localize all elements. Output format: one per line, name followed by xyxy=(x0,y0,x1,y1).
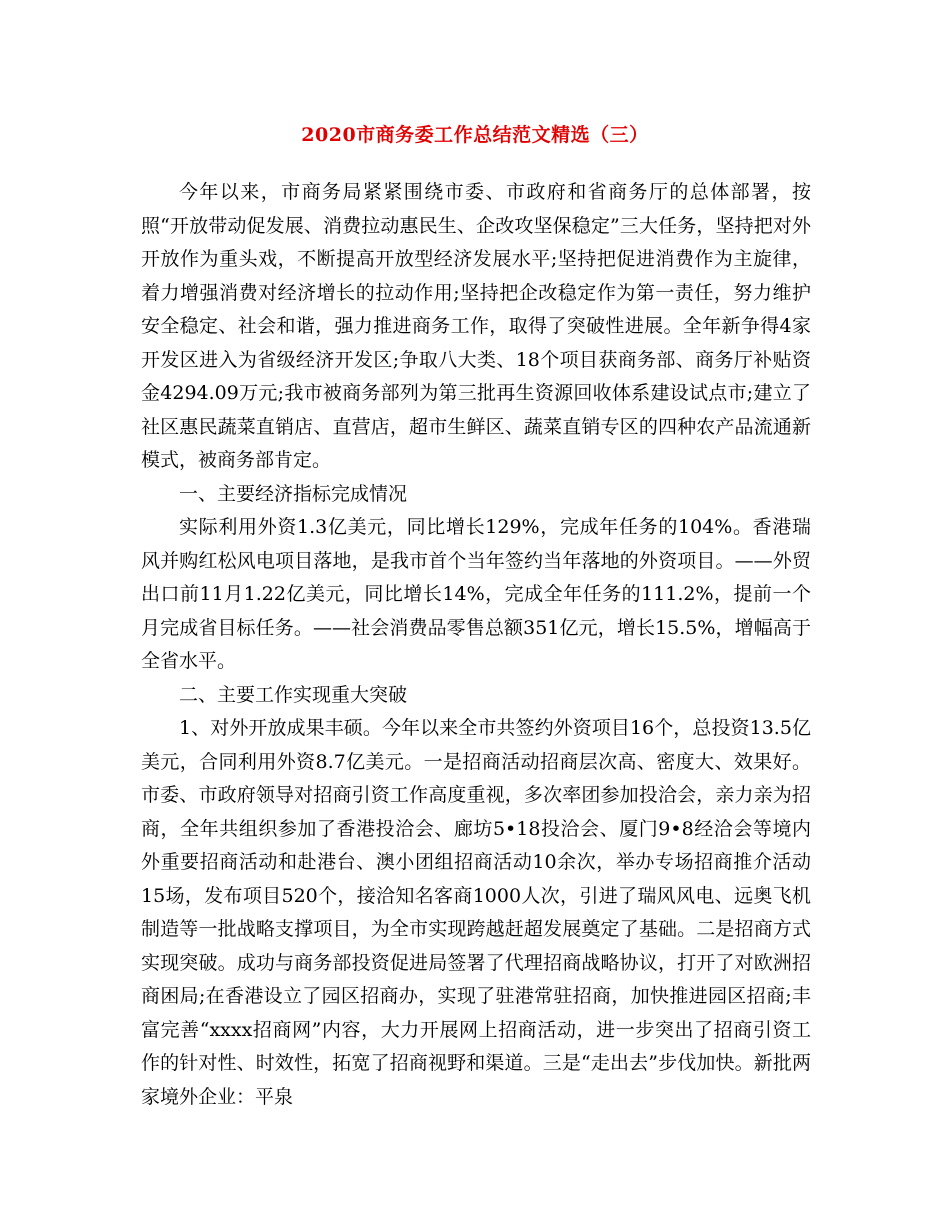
document-title: 2020市商务委工作总结范文精选（三） xyxy=(301,124,649,146)
section-heading-1: 一、主要经济指标完成情况 xyxy=(179,482,408,505)
paragraph-intro: 今年以来，市商务局紧紧围绕市委、市政府和省商务厅的总体部署，按照“开放带动促发展、消费拉动惠民生、企改攻坚保稳定”三大任务，坚持把对外开放作为重头戏，不断提高开放型经济发展水平;坚持把促进消费作为主旋律，着力增强消费对经济增长的拉动作用;坚持把企改稳定作为第一责任，努力维护安全稳定、社会和谐，强力推进商务工作，取得了突破性进展。全年新争得4家开发区进入为省级经济开发区;争取八大类、18个项目获商务部、商务厅补贴资金4294.09万元;我市被商务部列为第三批再生资源回收体系建设试点市;建立了社区惠民蔬菜直销店、直营店，超市生鲜区、蔬菜直销专区的四种农产品流通新模式，被商务部肯定。 xyxy=(141,181,811,471)
paragraph-opening-up: 1、对外开放成果丰硕。今年以来全市共签约外资项目16个，总投资13.5亿美元，合同利用外资8.7亿美元。一是招商活动招商层次高、密度大、效果好。市委、市政府领导对招商引资工作高度重视，多次率团参加投洽会，亲力亲为招商，全年共组织参加了香港投洽会、廊坊5•18投洽会、厦门9•8经洽会等境内外重要招商活动和赴港台、澳小团组招商活动10余次，举办专场招商推介活动15场，发布项目520个，接洽知名客商1000人次，引进了瑞风风电、远奥飞机制造等一批战略支撑项目，为全市实现跨越赶超发展奠定了基础。二是招商方式实现突破。成功与商务部投资促进局签署了代理招商战略协议，打开了对欧洲招商困局;在香港设立了园区招商办，实现了驻港常驻招商，加快推进园区招商;丰富完善“xxxx招商网”内容，大力开展网上招商活动，进一步突出了招商引资工作的针对性、时效性，拓宽了招商视野和渠道。三是“走出去”步伐加快。新批两家境外企业：平泉 xyxy=(141,717,811,1108)
paragraph-indicators: 实际利用外资1.3亿美元，同比增长129%，完成年任务的104%。香港瑞风并购红松风电项目落地，是我市首个当年签约当年落地的外资项目。——外贸出口前11月1.22亿美元，同比增长14%，完成全年任务的111.2%，提前一个月完成省目标任务。——社会消费品零售总额351亿元，增长15.5%，增幅高于全省水平。 xyxy=(141,516,811,672)
section-heading-2: 二、主要工作实现重大突破 xyxy=(179,683,408,706)
document-body xyxy=(141,176,811,1114)
